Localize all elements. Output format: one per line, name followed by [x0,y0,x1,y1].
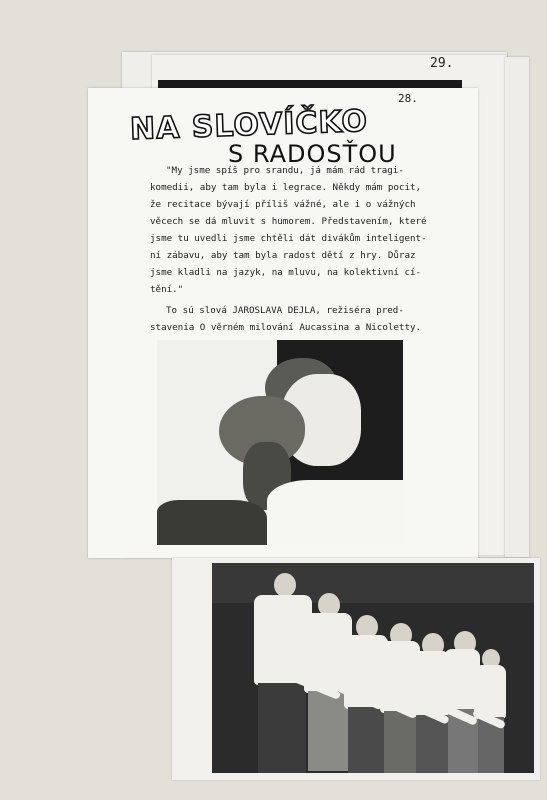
page-number-back: 29. [430,56,454,71]
group-photo [212,563,534,773]
subheadline: S RADOSŤOU [228,140,397,168]
quote-paragraph: "My jsme spíš pro srandu, já mám rád tragi- komedii, aby tam byla i legrace. Někdy mám pocit, že recitace bývají příliš vážné, ale i o vážných věcech se dá mluvit s humorem. Představením, které jsme tu uvedli jsme chtěli dát divákům inteligent- ní zábavu, aby tam byla radost dětí z hry. Důraz jsme kladli na jazyk, na mluvu, na kolektivní cí- tění." [150,165,427,295]
shirt-shape [157,500,267,545]
shoulder-shape [267,480,403,545]
portrait-photo [157,340,403,545]
article-body [150,162,435,336]
headline: NA SLOVÍČKO [129,103,369,148]
background-strip [505,57,529,557]
page-number-front: 28. [398,92,418,105]
attribution-paragraph: To sú slová JAROSLAVA DEJLA, režiséra pred- stavenia O věrném milování Aucassina a Nicoletty. [150,305,422,333]
